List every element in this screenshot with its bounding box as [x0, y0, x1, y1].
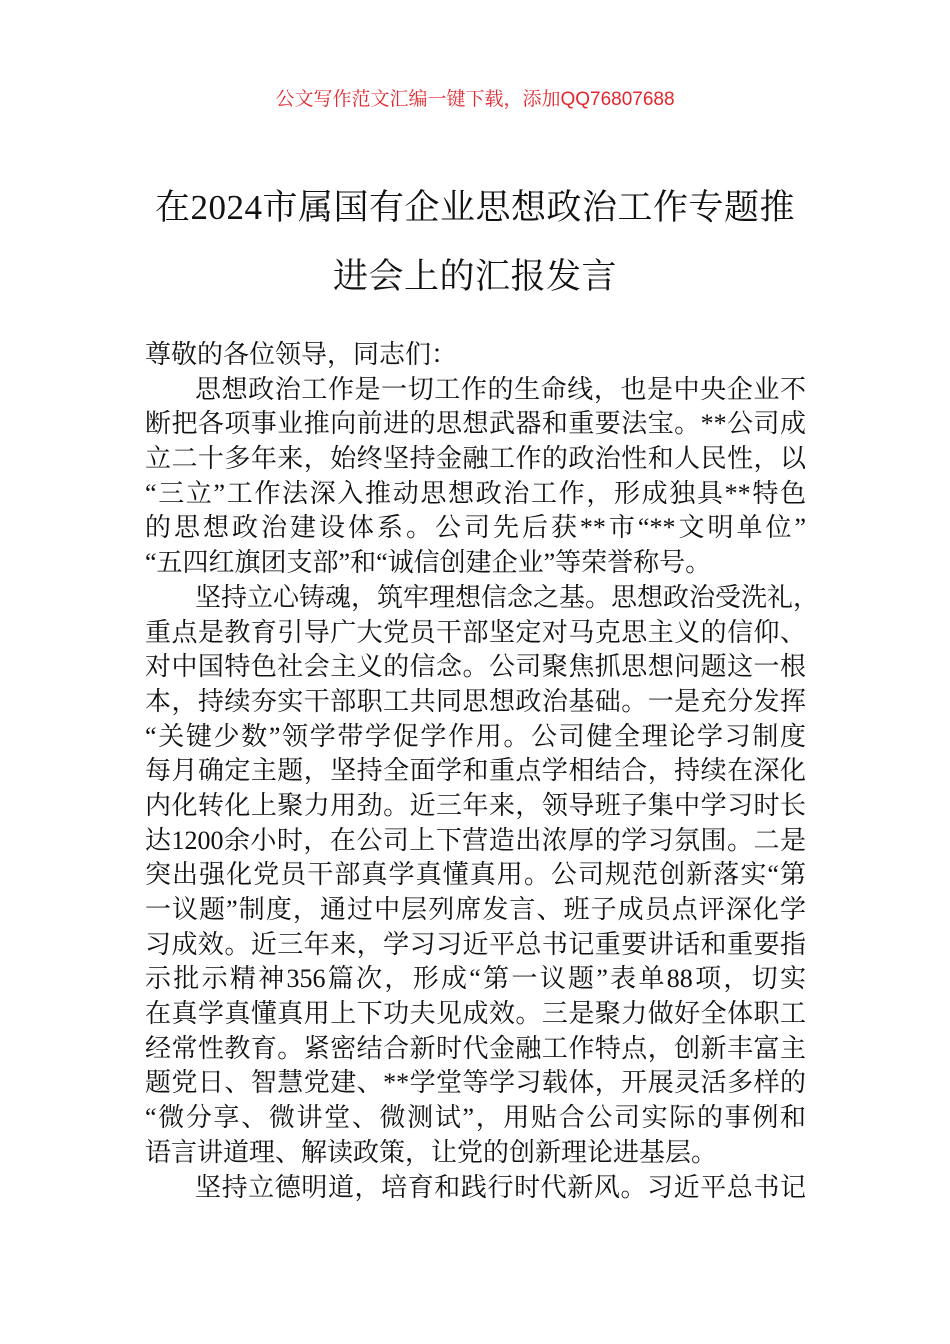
text-line: 每月确定主题，坚持全面学和重点学相结合，持续在深化	[145, 756, 806, 786]
text-line: “微分享、微讲堂、微测试”，用贴合公司实际的事例和	[145, 1103, 806, 1133]
text-line: 内化转化上聚力用劲。近三年来，领导班子集中学习时长	[145, 790, 806, 820]
text-line: 断把各项事业推向前进的思想武器和重要法宝。**公司成	[145, 409, 806, 439]
text-line: 立二十多年来，始终坚持金融工作的政治性和人民性，以	[145, 444, 806, 474]
download-banner: 公文写作范文汇编一键下载，添加QQ76807688	[275, 89, 675, 110]
document-body	[145, 338, 820, 1205]
text-line: 在真学真懂真用上下功夫见成效。三是聚力做好全体职工	[145, 999, 806, 1029]
document-title-line-2: 进会上的汇报发言	[332, 257, 617, 296]
text-line: 的思想政治建设体系。公司先后获**市“**文明单位”	[145, 513, 806, 543]
document-title-line-1: 在2024市属国有企业思想政治工作专题推	[154, 188, 795, 227]
text-line: 坚持立心铸魂，筑牢理想信念之基。思想政治受洗礼，	[195, 582, 820, 612]
text-line: 本，持续夯实干部职工共同思想政治基础。一是充分发挥	[145, 686, 806, 716]
salutation: 尊敬的各位领导，同志们：	[145, 340, 458, 369]
text-line: “五四红旗团支部”和“诚信创建企业”等荣誉称号。	[145, 548, 712, 578]
text-line: 一议题”制度，通过中层列席发言、班子成员点评深化学	[145, 895, 806, 924]
text-line: “三立”工作法深入推动思想政治工作，形成独具**特色	[145, 478, 806, 508]
text-line: “关键少数”领学带学促学作用。公司健全理论学习制度	[145, 721, 806, 751]
text-line: 重点是教育引导广大党员干部坚定对马克思主义的信仰、	[145, 617, 806, 647]
text-line: 突出强化党员干部真学真懂真用。公司规范创新落实“第	[145, 860, 806, 890]
text-line: 对中国特色社会主义的信念。公司聚焦抓思想问题这一根	[145, 652, 806, 682]
text-line: 思想政治工作是一切工作的生命线，也是中央企业不	[195, 374, 806, 404]
text-line: 语言讲道理、解读政策，让党的创新理论进基层。	[145, 1137, 718, 1167]
text-line: 题党日、智慧党建、**学堂等学习载体，开展灵活多样的	[145, 1068, 806, 1098]
text-line: 经常性教育。紧密结合新时代金融工作特点，创新丰富主	[145, 1033, 806, 1063]
text-line: 示批示精神356篇次，形成“第一议题”表单88项，切实	[145, 964, 806, 994]
text-line: 坚持立德明道，培育和践行时代新风。习近平总书记	[195, 1172, 806, 1202]
text-line: 达1200余小时，在公司上下营造出浓厚的学习氛围。二是	[145, 825, 806, 855]
text-line: 习成效。近三年来，学习习近平总书记重要讲话和重要指	[145, 929, 806, 959]
